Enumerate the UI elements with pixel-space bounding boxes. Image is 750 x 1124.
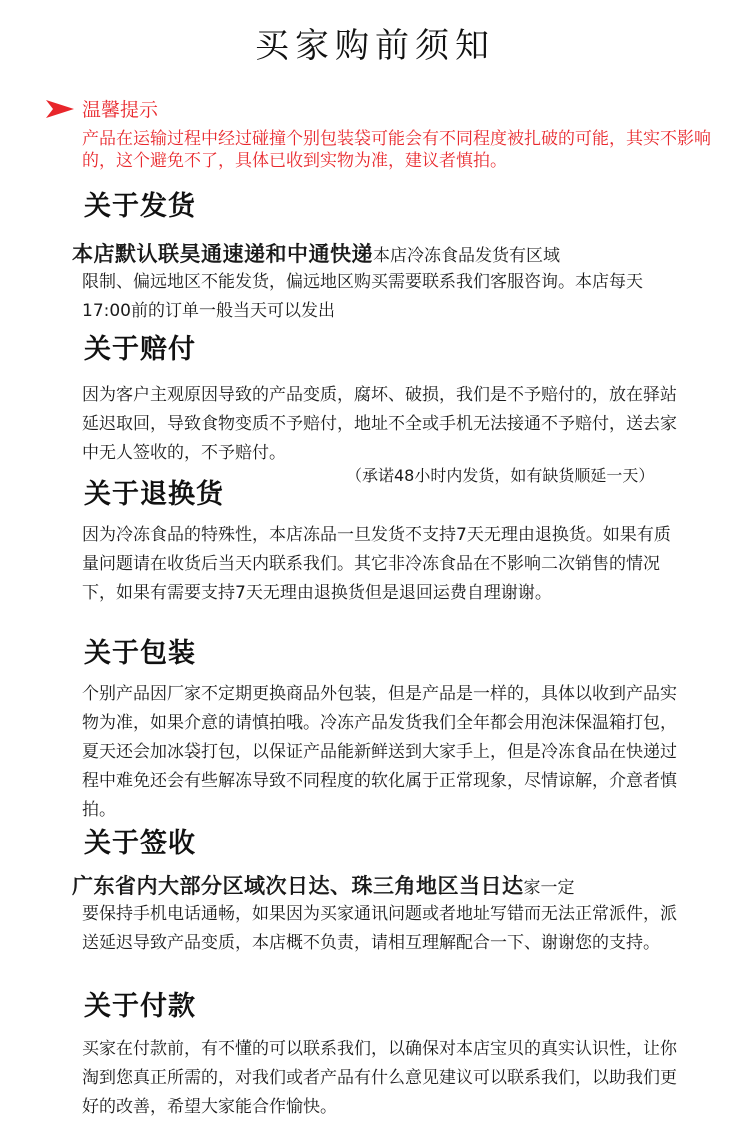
signing-text: 要保持手机电话通畅，如果因为买家通讯问题或者地址写错而无法正常派件，派送延迟导致产品变质，本店概不负责，请相互理解配合一下、谢谢您的支持。 bbox=[82, 904, 677, 953]
payment-heading: 关于付款 bbox=[84, 991, 196, 1022]
signing-heading: 关于签收 bbox=[84, 828, 196, 859]
signing-lead-rest: 家一定 bbox=[523, 878, 575, 898]
returns-heading: 关于退换货 bbox=[84, 479, 224, 510]
tip-text: 产品在运输过程中经过碰撞个别包装袋可能会有不同程度被扎破的可能，其实不影响的，这个避免不了，具体已收到实物为准，建议者慎拍。 bbox=[82, 129, 711, 171]
shipping-text: 限制、偏远地区不能发货，偏远地区购买需要联系我们客服咨询。本店每天17:00前的订单一般当天可以发出 bbox=[82, 272, 643, 321]
tip-title: 温馨提示 bbox=[82, 99, 159, 121]
shipping-heading: 关于发货 bbox=[84, 191, 196, 222]
payment-text: 买家在付款前，有不懂的可以联系我们，以确保对本店宝贝的真实认识性，让你淘到您真正所需的，对我们或者产品有什么意见建议可以联系我们，以助我们更好的改善，希望大家能合作愉快。 bbox=[82, 1039, 677, 1117]
page-title: 买家购前须知 bbox=[255, 26, 495, 66]
shipping-lead-line bbox=[72, 240, 692, 270]
compensation-heading: 关于赔付 bbox=[84, 334, 196, 365]
red-arrow-icon bbox=[46, 100, 74, 118]
packaging-text: 个别产品因厂家不定期更换商品外包装，但是产品是一样的，具体以收到产品实物为准，如果介意的请慎拍哦。冷冻产品发货我们全年都会用泡沫保温箱打包，夏天还会加冰袋打包，以保证产品能新鲜送到大家手上，但是冷冻食品在快递过程中难免还会有些解冻导致不同程度的软化属于正常现象，尽情谅解，介意者慎拍。 bbox=[82, 684, 677, 820]
packaging-heading: 关于包装 bbox=[84, 638, 196, 669]
shipping-lead: 本店默认联昊通速递和中通快递 bbox=[72, 242, 373, 266]
signing-lead-line bbox=[72, 872, 692, 902]
returns-text: 因为冷冻食品的特殊性，本店冻品一旦发货不支持7天无理由退换货。如果有质量问题请在收货后当天内联系我们。其它非冷冻食品在不影响二次销售的情况下，如果有需要支持7天无理由退换货但是退回运费自理谢谢。 bbox=[82, 525, 671, 603]
shipping-lead-rest: 本店冷冻食品发货有区域 bbox=[373, 246, 560, 266]
shipping-promise-note: （承诺48小时内发货，如有缺货顺延一天） bbox=[346, 466, 655, 485]
signing-lead: 广东省内大部分区域次日达、珠三角地区当日达 bbox=[72, 874, 524, 898]
compensation-text: 因为客户主观原因导致的产品变质，腐坏、破损，我们是不予赔付的，放在驿站延迟取回，导致食物变质不予赔付，地址不全或手机无法接通不予赔付，送去家中无人签收的，不予赔付。 bbox=[82, 385, 677, 463]
